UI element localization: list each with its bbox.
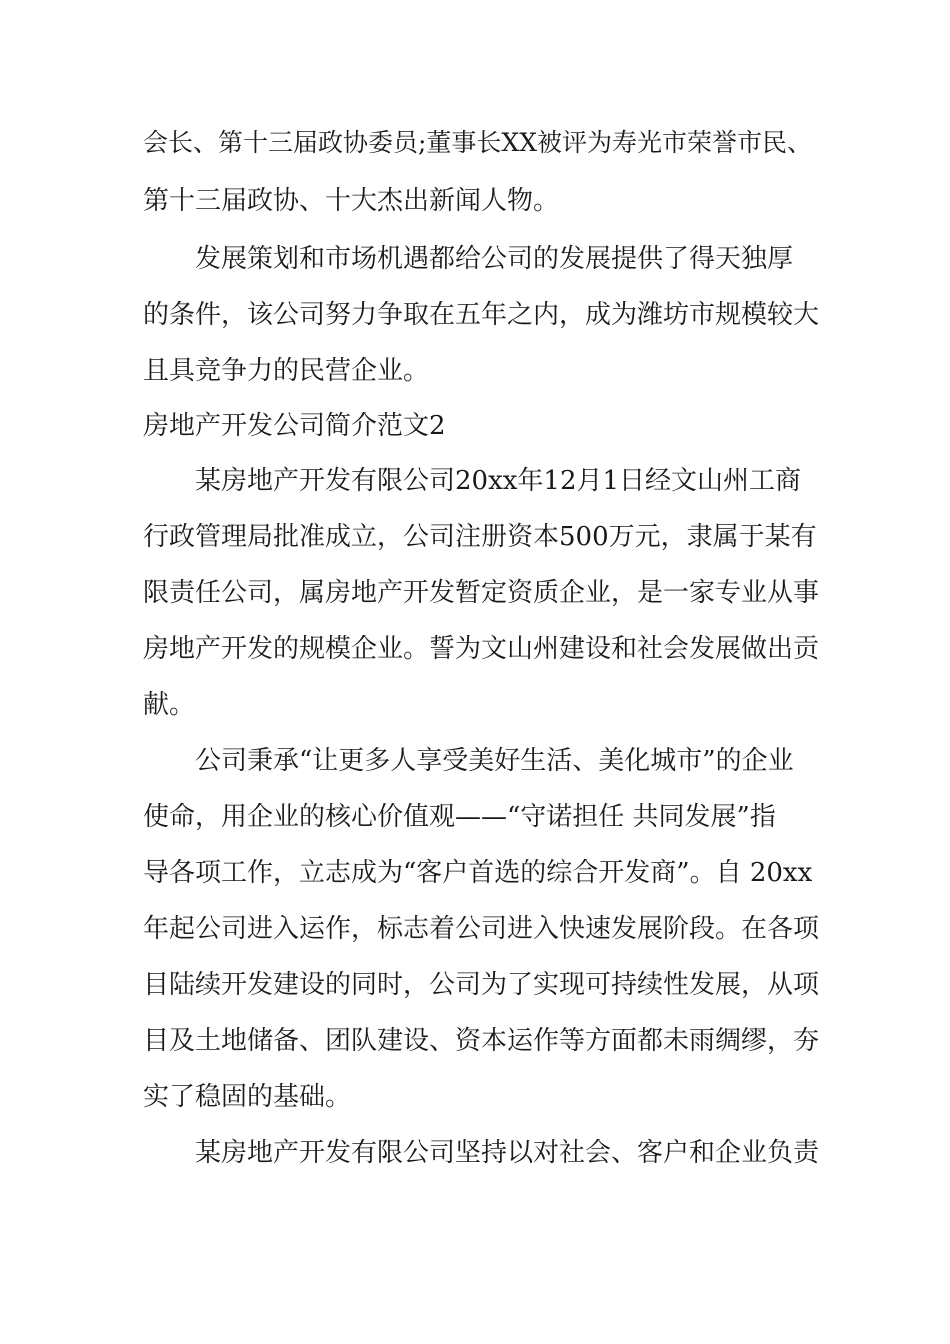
paragraph-first-line: 公司秉承“让更多人享受美好生活、美化城市”的企业 <box>195 746 794 776</box>
text-line: 目及土地储备、团队建设、资本运作等方面都未雨绸缪，夯 <box>143 1026 820 1056</box>
text-line: 使命，用企业的核心价值观——“守诺担任 共同发展”指 <box>143 802 776 832</box>
paragraph-first-line: 发展策划和市场机遇都给公司的发展提供了得天独厚 <box>195 244 794 274</box>
text-line: 行政管理局批准成立，公司注册资本500万元，隶属于某有 <box>143 522 817 552</box>
text-line: 且具竞争力的民营企业。 <box>143 356 430 386</box>
text-line: 目陆续开发建设的同时，公司为了实现可持续性发展，从项 <box>143 970 820 1000</box>
text-line: 的条件，该公司努力争取在五年之内，成为潍坊市规模较大 <box>143 300 820 330</box>
text-line: 年起公司进入运作，标志着公司进入快速发展阶段。在各项 <box>143 914 820 944</box>
text-line: 房地产开发的规模企业。誓为文山州建设和社会发展做出贡 <box>143 634 820 664</box>
paragraph-first-line: 某房地产开发有限公司20xx年12月1日经文山州工商 <box>195 466 802 496</box>
text-line: 献。 <box>143 690 196 720</box>
paragraph-first-line: 某房地产开发有限公司坚持以对社会、客户和企业负责 <box>195 1138 820 1168</box>
text-line: 导各项工作，立志成为“客户首选的综合开发商”。自 20xx <box>143 858 813 888</box>
text-line: 实了稳固的基础。 <box>143 1082 352 1112</box>
text-line: 第十三届政协、十大杰出新闻人物。 <box>143 186 560 216</box>
text-line: 会长、第十三届政协委员;董事长XX被评为寿光市荣誉市民、 <box>143 128 813 157</box>
text-line: 限责任公司，属房地产开发暂定资质企业，是一家专业从事 <box>143 578 820 608</box>
section-heading: 房地产开发公司简介范文2 <box>143 411 446 441</box>
